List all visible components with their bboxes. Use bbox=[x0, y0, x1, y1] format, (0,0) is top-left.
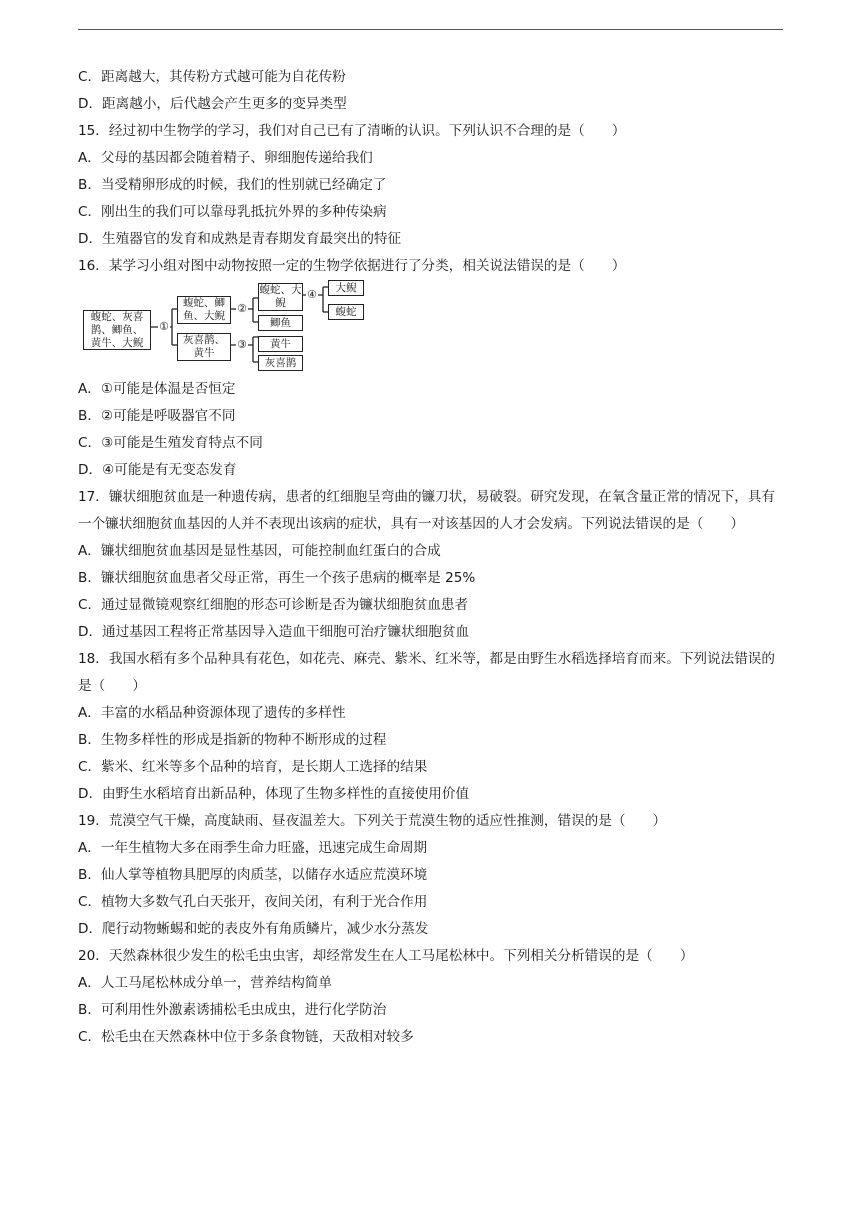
q20-stem: 20．天然森林很少发生的松毛虫虫害，却经常发生在人工马尾松林中。下列相关分析错误的是（ ） bbox=[78, 948, 694, 964]
diagram-root-label: 蝮蛇、灰喜鹊、鲫鱼、黄牛、大鲵 bbox=[90, 310, 144, 349]
diagram-leaf-1-label: 大鲵 bbox=[335, 281, 357, 294]
q19-option-d: D．爬行动物蜥蜴和蛇的表皮外有角质鳞片，减少水分蒸发 bbox=[78, 921, 429, 937]
diagram-group-2a-label: 黄牛 bbox=[270, 337, 291, 350]
diagram-group-2b-label: 灰喜鹊 bbox=[264, 356, 297, 369]
page-content bbox=[78, 64, 788, 1051]
diagram-group-1a-label: 蝮蛇、大鲵 bbox=[259, 284, 302, 309]
q19-stem: 19．荒漠空气干燥，高度缺雨、昼夜温差大。下列关于荒漠生物的适应性推测，错误的是（ ） bbox=[78, 813, 667, 829]
q20-option-b: B．可利用性外激素诱捕松毛虫成虫，进行化学防治 bbox=[78, 1002, 387, 1018]
q18-option-a: A．丰富的水稻品种资源体现了遗传的多样性 bbox=[78, 705, 346, 721]
header-rule bbox=[78, 29, 783, 30]
diagram-group-2b-box bbox=[258, 355, 303, 371]
diagram-group-1-box bbox=[177, 296, 231, 324]
q16-option-c: C．③可能是生殖发育特点不同 bbox=[78, 435, 263, 451]
diagram-node-4: ④ bbox=[307, 288, 317, 301]
q17-option-a: A．镰状细胞贫血基因是显性基因，可能控制血红蛋白的合成 bbox=[78, 543, 441, 559]
diagram-node-2: ② bbox=[237, 302, 247, 315]
q15-stem: 15．经过初中生物学的学习，我们对自己已有了清晰的认识。下列认识不合理的是（ ） bbox=[78, 123, 626, 139]
q15-option-c: C．刚出生的我们可以靠母乳抵抗外界的多种传染病 bbox=[78, 204, 387, 220]
diagram-leaf-2-box bbox=[328, 304, 364, 320]
q14-option-c: C．距离越大，其传粉方式越可能为自花传粉 bbox=[78, 69, 346, 85]
diagram-group-2a-box bbox=[258, 336, 303, 352]
q19-option-b: B．仙人掌等植物具肥厚的肉质茎，以储存水适应荒漠环境 bbox=[78, 867, 428, 883]
classification-diagram bbox=[78, 282, 788, 372]
diagram-group-2-box bbox=[177, 333, 231, 361]
q17-stem: 17．镰状细胞贫血是一种遗传病，患者的红细胞呈弯曲的镰刀状，易破裂。研究发现，在氧含量正常的情况下，具有一个镰状细胞贫血基因的人并不表现出该病的症状，具有一对该基因的人才会发病。下列说法错误的是（ ） bbox=[78, 489, 775, 532]
diagram-group-1b-label: 鲫鱼 bbox=[270, 316, 291, 329]
q19-option-a: A．一年生植物大多在雨季生命力旺盛，迅速完成生命周期 bbox=[78, 840, 428, 856]
diagram-group-1-label: 蝮蛇、鲫鱼、大鲵 bbox=[183, 297, 225, 322]
diagram-group-2-label: 灰喜鹊、黄牛 bbox=[183, 334, 225, 359]
q16-option-b: B．②可能是呼吸器官不同 bbox=[78, 408, 236, 424]
q16-stem: 16．某学习小组对图中动物按照一定的生物学依据进行了分类，相关说法错误的是（ ） bbox=[78, 258, 626, 274]
q18-option-d: D．由野生水稻培育出新品种，体现了生物多样性的直接使用价值 bbox=[78, 786, 470, 802]
q17-option-b: B．镰状细胞贫血患者父母正常，再生一个孩子患病的概率是 25% bbox=[78, 570, 476, 586]
diagram-leaf-2-label: 蝮蛇 bbox=[335, 305, 357, 318]
q18-stem: 18．我国水稻有多个品种具有花色，如花壳、麻壳、紫米、红米等，都是由野生水稻选择培育而来。下列说法错误的是（ ） bbox=[78, 651, 775, 694]
q15-option-d: D．生殖器官的发育和成熟是青春期发育最突出的特征 bbox=[78, 231, 402, 247]
q15-option-b: B．当受精卵形成的时候，我们的性别就已经确定了 bbox=[78, 177, 387, 193]
q16-option-a: A．①可能是体温是否恒定 bbox=[78, 381, 236, 397]
q20-option-a: A．人工马尾松林成分单一，营养结构简单 bbox=[78, 975, 332, 991]
q20-option-c: C．松毛虫在天然森林中位于多条食物链，天敌相对较多 bbox=[78, 1029, 414, 1045]
q19-option-c: C．植物大多数气孔白天张开，夜间关闭，有利于光合作用 bbox=[78, 894, 428, 910]
q16-option-d: D．④可能是有无变态发育 bbox=[78, 462, 237, 478]
q14-option-d: D．距离越小，后代越会产生更多的变异类型 bbox=[78, 96, 347, 112]
diagram-leaf-1-box bbox=[328, 280, 364, 296]
diagram-node-1: ① bbox=[159, 320, 169, 333]
q18-option-b: B．生物多样性的形成是指新的物种不断形成的过程 bbox=[78, 732, 387, 748]
diagram-root-box bbox=[83, 310, 151, 350]
q15-option-a: A．父母的基因都会随着精子、卵细胞传递给我们 bbox=[78, 150, 373, 166]
q17-option-c: C．通过显微镜观察红细胞的形态可诊断是否为镰状细胞贫血患者 bbox=[78, 597, 469, 613]
q18-option-c: C．紫米、红米等多个品种的培育，是长期人工选择的结果 bbox=[78, 759, 428, 775]
diagram-group-1a-box bbox=[258, 283, 303, 311]
diagram-node-3: ③ bbox=[237, 338, 247, 351]
q17-option-d: D．通过基因工程将正常基因导入造血干细胞可治疗镰状细胞贫血 bbox=[78, 624, 470, 640]
diagram-group-1b-box bbox=[258, 315, 303, 331]
